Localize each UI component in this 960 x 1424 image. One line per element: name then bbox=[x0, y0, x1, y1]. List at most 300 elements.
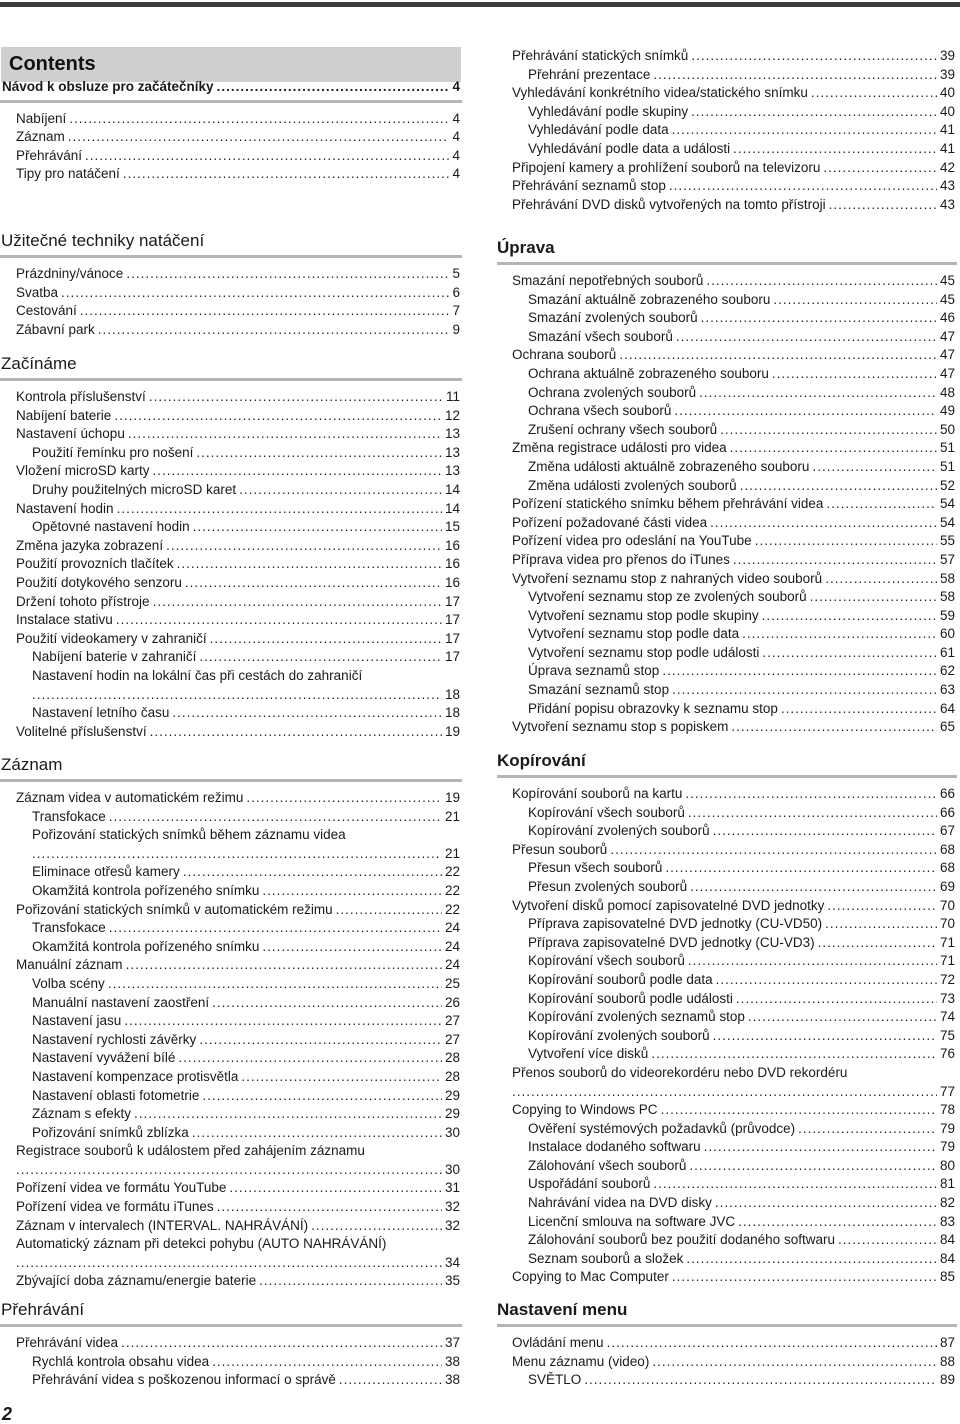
page-ref: 29 bbox=[444, 1087, 460, 1103]
toc-entry[interactable] bbox=[16, 1371, 460, 1390]
page-ref: 57 bbox=[939, 551, 955, 567]
toc-entry[interactable] bbox=[16, 901, 460, 920]
dot-leader bbox=[798, 1120, 937, 1139]
entry-text: Pořízení požadované části videa bbox=[512, 514, 708, 530]
toc-entry[interactable] bbox=[512, 140, 955, 159]
page-ref: 58 bbox=[939, 570, 955, 586]
entry-text: Použití řemínku pro nošení bbox=[32, 444, 194, 460]
page-ref: 58 bbox=[939, 589, 955, 605]
entry-text: Příprava videa pro přenos do iTunes bbox=[512, 551, 730, 567]
toc-entry[interactable] bbox=[512, 1268, 955, 1287]
dot-leader bbox=[688, 952, 937, 971]
page-ref: 31 bbox=[444, 1180, 460, 1196]
toc-entry[interactable] bbox=[16, 302, 460, 321]
toc-entry[interactable] bbox=[16, 407, 460, 426]
dot-leader bbox=[212, 1353, 442, 1372]
page-ref: 16 bbox=[444, 537, 460, 553]
toc-entry[interactable] bbox=[512, 1120, 955, 1139]
toc-entry[interactable] bbox=[512, 915, 955, 934]
page-ref: 38 bbox=[444, 1372, 460, 1388]
page-ref: 4 bbox=[452, 166, 460, 182]
toc-entry[interactable] bbox=[16, 500, 460, 519]
toc-entry[interactable] bbox=[512, 897, 955, 916]
toc-entry[interactable] bbox=[16, 611, 460, 630]
toc-entry[interactable] bbox=[16, 1068, 460, 1087]
dot-leader bbox=[229, 1179, 442, 1198]
entry-text: Uspořádání souborů bbox=[528, 1176, 651, 1192]
page-ref: 11 bbox=[445, 389, 460, 404]
section-rule bbox=[0, 378, 462, 381]
page-ref: 5 bbox=[452, 266, 460, 281]
toc-entry-text[interactable]: Nastavení hodin na lokální čas při cestách do zahraničí bbox=[32, 667, 363, 683]
entry-text: Změna registrace události pro videa bbox=[512, 440, 727, 456]
dot-leader bbox=[196, 444, 442, 463]
toc-entry[interactable] bbox=[512, 841, 955, 860]
dot-leader bbox=[193, 518, 442, 537]
dot-leader bbox=[662, 662, 937, 681]
entry-text: Tipy pro natáčení bbox=[16, 166, 120, 182]
toc-entry[interactable] bbox=[512, 588, 955, 607]
dot-leader bbox=[128, 425, 442, 444]
toc-entry[interactable] bbox=[16, 808, 460, 827]
page-ref: 74 bbox=[939, 1009, 955, 1025]
toc-entry[interactable] bbox=[512, 328, 955, 347]
toc-entry[interactable] bbox=[512, 551, 955, 570]
toc-entry-text[interactable]: Pořizování statických snímků během záznamu videa bbox=[32, 827, 346, 843]
dot-leader bbox=[124, 1012, 442, 1031]
page-ref: 73 bbox=[939, 990, 955, 1006]
dot-leader bbox=[69, 110, 449, 129]
entry-text: Seznam souborů a složek bbox=[528, 1250, 684, 1266]
toc-entry[interactable] bbox=[16, 648, 460, 667]
toc-entry[interactable] bbox=[512, 272, 955, 291]
toc-entry[interactable] bbox=[16, 1124, 460, 1143]
page-ref: 21 bbox=[444, 808, 460, 824]
toc-entry-list bbox=[0, 1334, 462, 1390]
toc-entry[interactable] bbox=[16, 481, 460, 500]
toc-section bbox=[0, 230, 462, 339]
toc-entry[interactable] bbox=[512, 309, 955, 328]
toc-entry[interactable] bbox=[16, 555, 460, 574]
toc-entry[interactable] bbox=[512, 990, 955, 1009]
toc-entry[interactable] bbox=[16, 147, 460, 166]
toc-entry[interactable] bbox=[512, 1213, 955, 1232]
dot-leader bbox=[762, 644, 937, 663]
toc-entry[interactable] bbox=[16, 1161, 460, 1180]
entry-text: Ochrana zvolených souborů bbox=[528, 384, 697, 400]
page-ref: 22 bbox=[444, 864, 460, 880]
dot-leader bbox=[607, 1334, 937, 1353]
toc-entry[interactable] bbox=[16, 1031, 460, 1050]
toc-entry[interactable] bbox=[16, 919, 460, 938]
dot-leader bbox=[116, 611, 442, 630]
dot-leader bbox=[85, 147, 449, 166]
dot-leader bbox=[61, 284, 449, 303]
entry-text: Přehrávání videa s poškozenou informací o správě bbox=[32, 1372, 336, 1388]
toc-entry[interactable] bbox=[16, 265, 460, 284]
section-title: Kopírování bbox=[497, 751, 586, 770]
entry-text: Eliminace otřesů kamery bbox=[32, 864, 180, 880]
toc-entry[interactable] bbox=[16, 1012, 460, 1031]
page-ref: 13 bbox=[444, 426, 460, 442]
dot-leader bbox=[177, 555, 442, 574]
dot-leader bbox=[823, 159, 937, 178]
toc-entry[interactable] bbox=[512, 1045, 955, 1064]
section-rule bbox=[0, 779, 462, 782]
dot-leader bbox=[109, 919, 442, 938]
toc-entry[interactable] bbox=[16, 321, 460, 340]
page-ref: 45 bbox=[939, 273, 955, 288]
dot-leader bbox=[199, 1031, 442, 1050]
page-ref: 18 bbox=[444, 705, 460, 721]
toc-entry[interactable] bbox=[512, 644, 955, 663]
toc-entry[interactable] bbox=[512, 785, 955, 804]
toc-entry-list bbox=[0, 388, 462, 741]
dot-leader bbox=[827, 897, 937, 916]
dot-leader bbox=[713, 1027, 937, 1046]
page-ref: 70 bbox=[939, 916, 955, 932]
dot-leader bbox=[212, 994, 442, 1013]
dot-leader bbox=[691, 47, 937, 66]
dot-leader bbox=[742, 625, 937, 644]
dot-leader bbox=[672, 681, 937, 700]
page-ref: 87 bbox=[939, 1335, 955, 1350]
toc-section bbox=[0, 1299, 462, 1390]
toc-entry[interactable] bbox=[512, 421, 955, 440]
toc-entry[interactable] bbox=[512, 177, 955, 196]
entry-text: Pořízení videa pro odeslání na YouTube bbox=[512, 533, 752, 549]
toc-entry[interactable] bbox=[512, 66, 955, 85]
toc-entry[interactable] bbox=[16, 593, 460, 612]
section-title-row[interactable] bbox=[2, 78, 460, 97]
toc-entry[interactable] bbox=[512, 103, 955, 122]
page-ref: 30 bbox=[444, 1161, 460, 1177]
toc-entry[interactable] bbox=[512, 625, 955, 644]
page-ref: 52 bbox=[939, 477, 955, 493]
entry-text: Licenční smlouva na software JVC bbox=[528, 1213, 736, 1229]
toc-entry[interactable] bbox=[16, 425, 460, 444]
toc-entry[interactable] bbox=[16, 1272, 460, 1291]
dot-leader bbox=[730, 439, 937, 458]
entry-text: Ochrana aktuálně zobrazeného souboru bbox=[528, 365, 769, 381]
entry-text: Zálohování souborů bez použití dodaného softwaru bbox=[528, 1232, 835, 1248]
page-ref: 35 bbox=[444, 1273, 460, 1289]
page-ref: 81 bbox=[939, 1176, 955, 1192]
page-ref: 19 bbox=[444, 723, 460, 739]
page-ref: 17 bbox=[444, 649, 460, 665]
entry-text: Přehrání prezentace bbox=[528, 66, 651, 82]
toc-entry[interactable] bbox=[512, 1101, 955, 1120]
entry-text: Zábavní park bbox=[16, 321, 95, 337]
page-ref: 82 bbox=[939, 1195, 955, 1211]
toc-entry[interactable] bbox=[512, 495, 955, 514]
page-ref: 22 bbox=[444, 882, 460, 898]
dot-leader bbox=[241, 1068, 442, 1087]
dot-leader bbox=[811, 84, 937, 103]
dot-leader bbox=[825, 915, 937, 934]
toc-entry[interactable] bbox=[512, 822, 955, 841]
toc-entry[interactable] bbox=[512, 1083, 955, 1102]
toc-entry[interactable] bbox=[512, 971, 955, 990]
dot-leader bbox=[339, 1371, 442, 1390]
toc-entry[interactable] bbox=[16, 574, 460, 593]
page-ref: 42 bbox=[939, 159, 955, 175]
dot-leader bbox=[80, 302, 450, 321]
dot-leader bbox=[98, 321, 450, 340]
toc-entry-list bbox=[0, 789, 462, 1291]
toc-entry[interactable] bbox=[512, 700, 955, 719]
entry-text: Kopírování souborů podle události bbox=[528, 990, 733, 1006]
toc-entry[interactable] bbox=[512, 1231, 955, 1250]
entry-text: Vyhledávání podle skupiny bbox=[528, 103, 689, 119]
page-ref: 4 bbox=[452, 110, 460, 126]
toc-entry[interactable] bbox=[512, 952, 955, 971]
section-title: Přehrávání bbox=[1, 1300, 85, 1319]
toc-entry[interactable] bbox=[512, 718, 955, 737]
toc-entry[interactable] bbox=[512, 1353, 955, 1372]
toc-entry[interactable] bbox=[512, 291, 955, 310]
toc-entry[interactable] bbox=[512, 1334, 955, 1353]
page-ref: 19 bbox=[444, 790, 460, 805]
toc-entry[interactable] bbox=[512, 1157, 955, 1176]
toc-entry-list bbox=[497, 47, 957, 214]
toc-entry[interactable] bbox=[16, 1198, 460, 1217]
page-ref: 4 bbox=[452, 79, 460, 94]
page-ref: 88 bbox=[939, 1353, 955, 1369]
toc-entry[interactable] bbox=[512, 439, 955, 458]
dot-leader bbox=[738, 1213, 937, 1232]
entry-text: Smazání zvolených souborů bbox=[528, 310, 698, 326]
dot-leader bbox=[762, 607, 937, 626]
toc-entry[interactable] bbox=[16, 630, 460, 649]
entry-text: Volba scény bbox=[32, 975, 105, 991]
toc-entry[interactable] bbox=[16, 1254, 460, 1273]
entry-text: Záznam s efekty bbox=[32, 1106, 132, 1122]
dot-leader bbox=[689, 1157, 937, 1176]
page-ref: 59 bbox=[939, 607, 955, 623]
toc-entry[interactable] bbox=[16, 1087, 460, 1106]
toc-entry[interactable] bbox=[16, 518, 460, 537]
toc-entry-text[interactable]: Přenos souborů do videorekordéru nebo DVD rekordéru bbox=[512, 1064, 848, 1080]
dot-leader bbox=[690, 878, 937, 897]
toc-entry[interactable] bbox=[16, 1334, 460, 1353]
toc-entry[interactable] bbox=[16, 1217, 460, 1236]
toc-entry-list bbox=[497, 272, 957, 737]
toc-entry[interactable] bbox=[512, 1008, 955, 1027]
toc-entry[interactable] bbox=[16, 938, 460, 957]
entry-text: Pořízení videa ve formátu iTunes bbox=[16, 1199, 214, 1215]
section-rule bbox=[0, 100, 462, 103]
toc-entry[interactable] bbox=[512, 570, 955, 589]
page-ref: 54 bbox=[939, 496, 955, 512]
section-rule bbox=[497, 262, 957, 265]
page-ref: 41 bbox=[939, 122, 955, 138]
entry-text: Příprava zapisovatelné DVD jednotky (CU-VD50) bbox=[528, 916, 823, 932]
toc-entry[interactable] bbox=[512, 1027, 955, 1046]
page-ref: 24 bbox=[444, 938, 460, 954]
entry-text: Nabíjení baterie bbox=[16, 407, 112, 423]
toc-entry[interactable] bbox=[16, 462, 460, 481]
dot-leader bbox=[166, 537, 442, 556]
toc-entry[interactable] bbox=[16, 110, 460, 129]
dot-leader bbox=[246, 789, 442, 808]
toc-entry[interactable] bbox=[512, 804, 955, 823]
dot-leader bbox=[123, 165, 450, 184]
toc-entry[interactable] bbox=[512, 934, 955, 953]
toc-entry[interactable] bbox=[512, 607, 955, 626]
toc-entry[interactable] bbox=[16, 994, 460, 1013]
dot-leader bbox=[720, 421, 937, 440]
dot-leader bbox=[16, 1161, 442, 1180]
entry-text: Manuální záznam bbox=[16, 957, 123, 973]
dot-leader bbox=[149, 388, 443, 407]
toc-entry[interactable] bbox=[512, 1194, 955, 1213]
toc-entry[interactable] bbox=[512, 1138, 955, 1157]
entry-text: Nabíjení bbox=[16, 110, 67, 126]
page-ref: 40 bbox=[939, 85, 955, 101]
toc-section bbox=[0, 78, 462, 184]
entry-text: Kopírování zvolených souborů bbox=[528, 823, 710, 839]
contents-title: Contents bbox=[9, 53, 96, 75]
entry-text: Vyhledávání podle data a události bbox=[528, 140, 731, 156]
entry-text: Ověření systémových požadavků (průvodce) bbox=[528, 1120, 796, 1136]
entry-text: Nastavení letního času bbox=[32, 705, 170, 721]
entry-text: Transfokace bbox=[32, 808, 106, 824]
toc-entry[interactable] bbox=[512, 159, 955, 178]
entry-text: Opětovné nastavení hodin bbox=[32, 519, 190, 535]
toc-entry[interactable] bbox=[512, 121, 955, 140]
dot-leader bbox=[262, 938, 442, 957]
entry-text: Záznam bbox=[16, 129, 65, 145]
page-ref: 64 bbox=[939, 700, 955, 716]
toc-entry-text[interactable]: Registrace souborů k událostem před zahájením záznamu bbox=[16, 1143, 365, 1159]
entry-text: Volitelné příslušenství bbox=[16, 723, 147, 739]
toc-entry[interactable] bbox=[512, 402, 955, 421]
page-ref: 25 bbox=[444, 975, 460, 991]
dot-leader bbox=[202, 1087, 442, 1106]
toc-entry[interactable] bbox=[512, 84, 955, 103]
entry-text: Zrušení ochrany všech souborů bbox=[528, 421, 718, 437]
toc-entry-text[interactable]: Automatický záznam při detekci pohybu (AUTO NAHRÁVÁNÍ) bbox=[16, 1236, 387, 1252]
page-ref: 51 bbox=[939, 440, 955, 456]
entry-text: Držení tohoto přístroje bbox=[16, 593, 150, 609]
page-ref: 17 bbox=[444, 612, 460, 628]
dot-leader bbox=[109, 808, 442, 827]
entry-text: Příprava zapisovatelné DVD jednotky (CU-VD3) bbox=[528, 934, 815, 950]
toc-entry[interactable] bbox=[512, 859, 955, 878]
toc-entry[interactable] bbox=[16, 723, 460, 742]
toc-entry[interactable] bbox=[512, 384, 955, 403]
toc-section bbox=[0, 754, 462, 1291]
page-ref: 61 bbox=[939, 644, 955, 660]
toc-entry[interactable] bbox=[16, 1353, 460, 1372]
contents-heading bbox=[1, 47, 461, 82]
toc-entry[interactable] bbox=[16, 704, 460, 723]
toc-entry[interactable] bbox=[512, 878, 955, 897]
page-ref: 27 bbox=[444, 1031, 460, 1047]
dot-leader bbox=[699, 384, 937, 403]
toc-entry[interactable] bbox=[512, 196, 955, 215]
entry-text: Kontrola příslušenství bbox=[16, 389, 146, 404]
toc-entry[interactable] bbox=[512, 1175, 955, 1194]
toc-entry[interactable] bbox=[512, 477, 955, 496]
toc-entry[interactable] bbox=[512, 47, 955, 66]
dot-leader bbox=[686, 1250, 937, 1269]
page-ref: 54 bbox=[939, 514, 955, 530]
toc-entry[interactable] bbox=[16, 1105, 460, 1124]
dot-leader bbox=[114, 407, 442, 426]
entry-text: Nastavení hodin bbox=[16, 500, 114, 516]
toc-entry[interactable] bbox=[16, 1179, 460, 1198]
toc-entry[interactable] bbox=[16, 284, 460, 303]
entry-text: Cestování bbox=[16, 303, 77, 319]
toc-entry[interactable] bbox=[512, 681, 955, 700]
toc-entry[interactable] bbox=[512, 514, 955, 533]
entry-text: Menu záznamu (video) bbox=[512, 1353, 650, 1369]
toc-entry[interactable] bbox=[512, 662, 955, 681]
page-ref: 60 bbox=[939, 626, 955, 642]
toc-entry[interactable] bbox=[16, 165, 460, 184]
dot-leader bbox=[818, 934, 937, 953]
toc-entry[interactable] bbox=[16, 845, 460, 864]
toc-entry[interactable] bbox=[16, 863, 460, 882]
toc-entry[interactable] bbox=[512, 346, 955, 365]
toc-entry[interactable] bbox=[16, 956, 460, 975]
toc-entry[interactable] bbox=[16, 975, 460, 994]
page-ref: 30 bbox=[444, 1124, 460, 1140]
toc-entry[interactable] bbox=[16, 882, 460, 901]
entry-text: Rychlá kontrola obsahu videa bbox=[32, 1353, 210, 1369]
entry-text: Kopírování souborů podle data bbox=[528, 971, 713, 987]
toc-entry[interactable] bbox=[16, 128, 460, 147]
entry-text: Použití videokamery v zahraničí bbox=[16, 630, 207, 646]
dot-leader bbox=[210, 630, 442, 649]
toc-entry[interactable] bbox=[16, 444, 460, 463]
toc-entry[interactable] bbox=[512, 458, 955, 477]
toc-entry[interactable] bbox=[16, 537, 460, 556]
section-rule bbox=[497, 775, 957, 778]
entry-text: Vytvoření seznamu stop s popiskem bbox=[512, 719, 729, 735]
entry-text: Přehrávání bbox=[16, 147, 83, 163]
toc-entry[interactable] bbox=[512, 532, 955, 551]
page-ref: 4 bbox=[452, 147, 460, 163]
toc-entry[interactable] bbox=[512, 365, 955, 384]
entry-text: Instalace stativu bbox=[16, 612, 113, 628]
page-ref: 89 bbox=[939, 1372, 955, 1388]
toc-entry[interactable] bbox=[16, 686, 460, 705]
entry-text: Přesun všech souborů bbox=[528, 860, 663, 876]
page-ref: 28 bbox=[444, 1068, 460, 1084]
page-ref: 66 bbox=[939, 786, 955, 801]
toc-entry[interactable] bbox=[16, 388, 460, 407]
entry-text: Zálohování všech souborů bbox=[528, 1157, 687, 1173]
page-ref: 26 bbox=[444, 994, 460, 1010]
toc-entry[interactable] bbox=[16, 789, 460, 808]
entry-text: Kopírování všech souborů bbox=[528, 804, 685, 820]
toc-entry[interactable] bbox=[16, 1049, 460, 1068]
toc-entry[interactable] bbox=[512, 1250, 955, 1269]
dot-leader bbox=[16, 1254, 442, 1273]
dot-leader bbox=[740, 477, 937, 496]
entry-text: Záznam videa v automatickém režimu bbox=[16, 790, 244, 805]
dot-leader bbox=[172, 704, 442, 723]
page-ref: 24 bbox=[444, 957, 460, 973]
entry-text: Manuální nastavení zaostření bbox=[32, 994, 210, 1010]
section-rule bbox=[497, 1324, 957, 1327]
toc-entry[interactable] bbox=[512, 1371, 955, 1390]
page-ref: 84 bbox=[939, 1232, 955, 1248]
page-ref: 13 bbox=[444, 444, 460, 460]
